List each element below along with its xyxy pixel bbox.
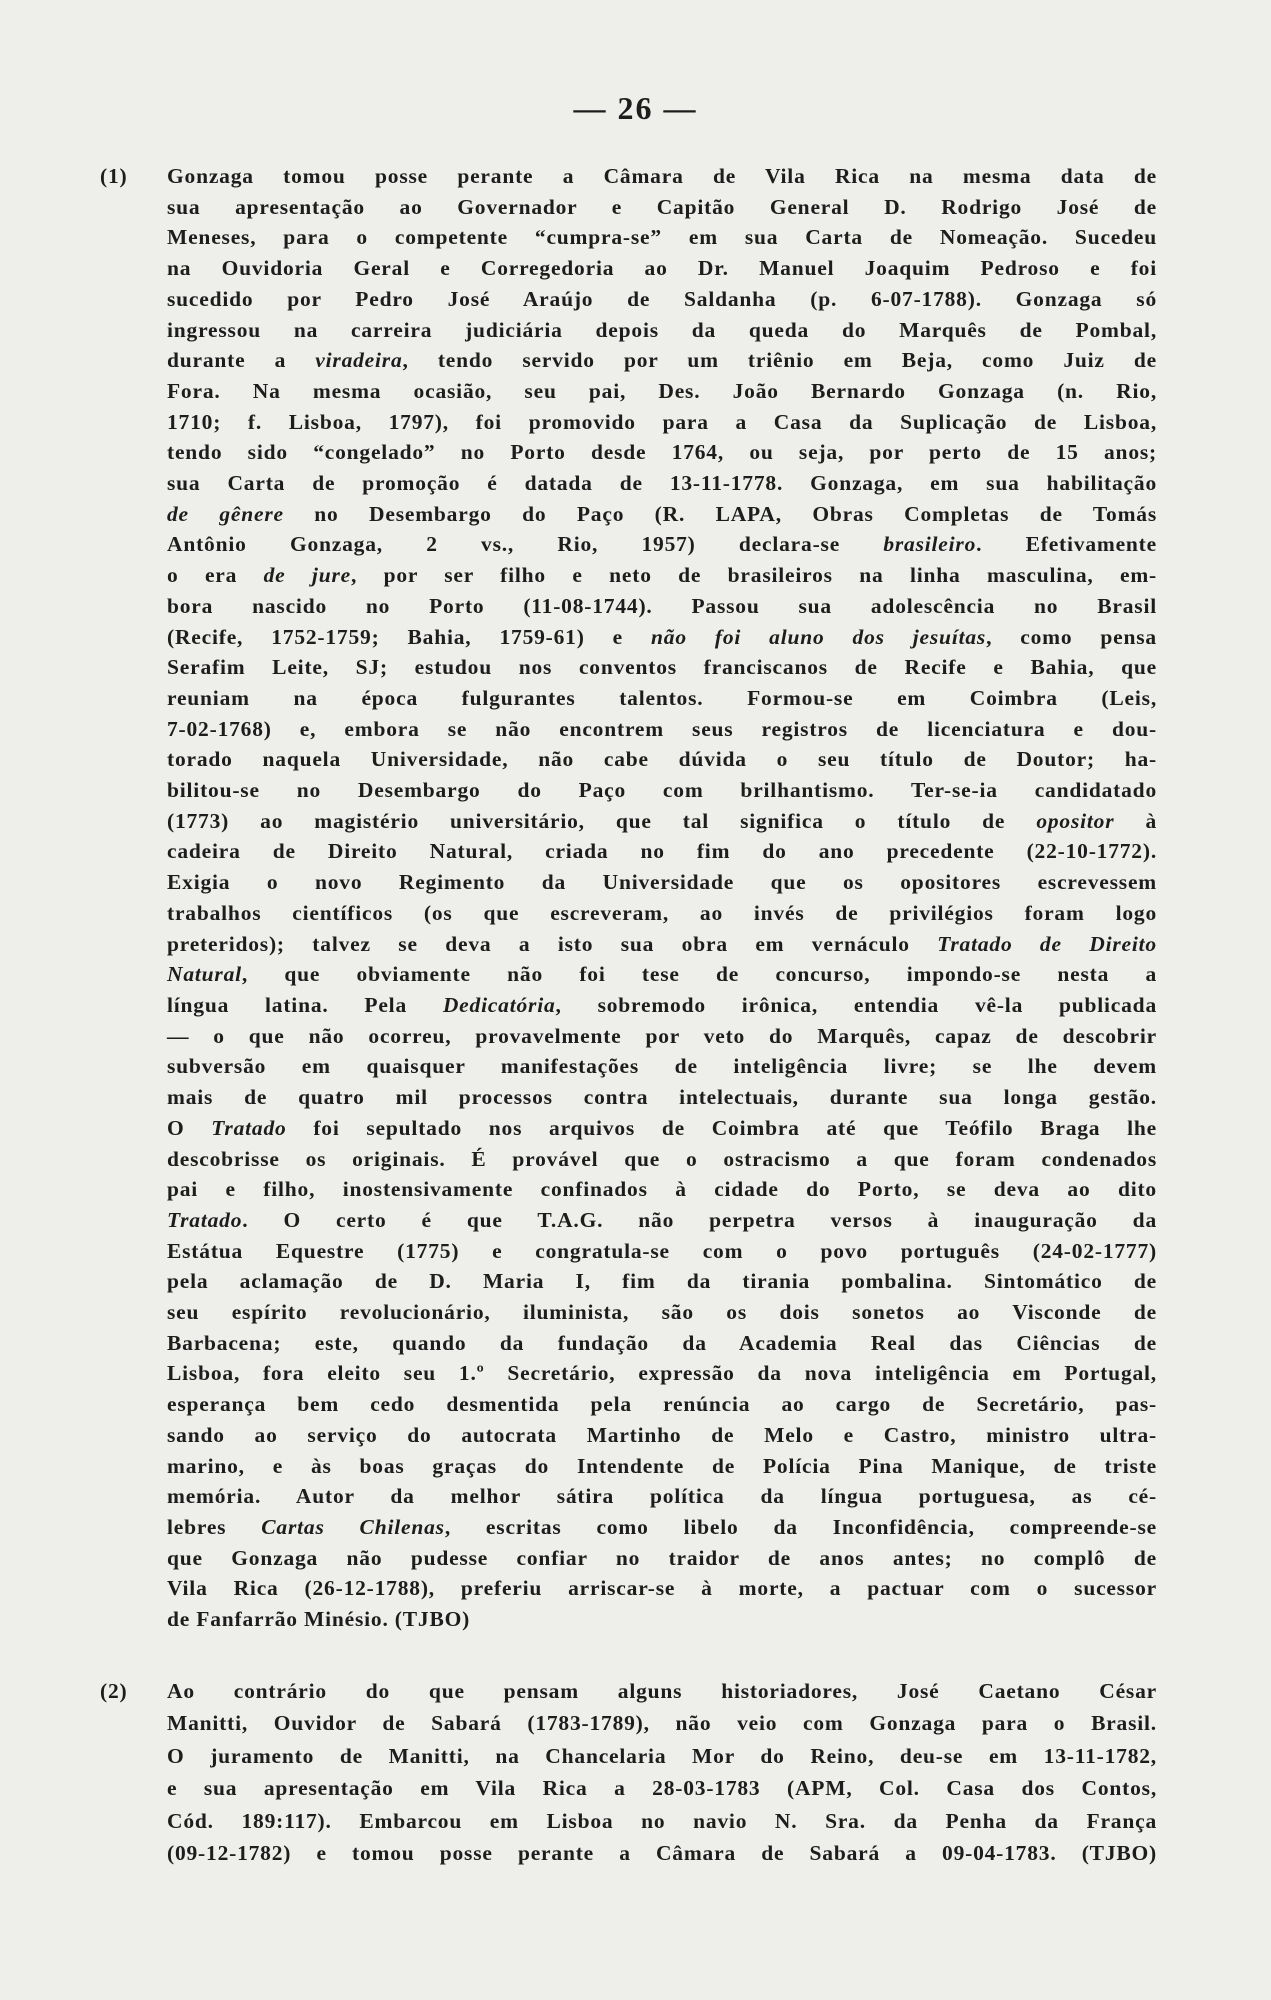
text-run: marino, e às boas graças do Intendente de Polícia Pina Manique, de triste xyxy=(167,1453,1157,1478)
italic-text-run: Dedicatória xyxy=(442,992,556,1017)
text-line xyxy=(167,407,1157,438)
text-run: seu espírito revolucionário, iluminista, são os dois sonetos ao Visconde de xyxy=(167,1300,1157,1325)
text-line xyxy=(167,1358,1157,1389)
text-line xyxy=(167,622,1157,653)
text-line xyxy=(167,1021,1157,1052)
text-line xyxy=(167,990,1157,1021)
text-line xyxy=(167,652,1157,683)
text-line xyxy=(167,1707,1157,1739)
text-run: Manitti, Ouvidor de Sabará (1783-1789), não veio com Gonzaga para o Brasil. xyxy=(167,1711,1157,1736)
italic-text-run: de jure xyxy=(263,563,351,588)
text-run: subversão em quaisquer manifestações de inteligência livre; se lhe devem xyxy=(167,1054,1157,1079)
text-run: O juramento de Manitti, na Chancelaria Mor do Reino, deu-se em 13-11-1782, xyxy=(167,1743,1157,1768)
text-line xyxy=(167,929,1157,960)
text-run: Lisboa, fora eleito seu 1.º Secretário, expressão da nova inteligência em Portugal, xyxy=(167,1361,1157,1386)
text-run: (Recife, 1752-1759; Bahia, 1759-61) e xyxy=(167,624,652,649)
text-run: sando ao serviço do autocrata Martinho de Melo e Castro, ministro ultra- xyxy=(167,1422,1157,1447)
text-run: pela aclamação de D. Maria I, fim da tirania pombalina. Sintomático de xyxy=(167,1269,1157,1294)
text-line xyxy=(167,284,1157,315)
italic-text-run: Natural xyxy=(167,962,242,987)
text-line xyxy=(167,867,1157,898)
text-line xyxy=(167,315,1157,346)
text-run: Ao contrário do que pensam alguns historiadores, José Caetano César xyxy=(167,1679,1157,1703)
text-line xyxy=(167,1772,1157,1804)
text-line xyxy=(167,1573,1157,1604)
text-line xyxy=(167,1297,1157,1328)
text-run: 1710; f. Lisboa, 1797), foi promovido para a Casa da Suplicação de Lisboa, xyxy=(167,409,1157,434)
text-run: no Desembargo do Paço (R. LAPA, Obras Completas de Tomás xyxy=(283,501,1157,526)
text-run: à xyxy=(1114,808,1157,833)
text-run: língua latina. Pela xyxy=(167,992,443,1017)
text-run: (1773) ao magistério universitário, que tal significa o título de xyxy=(167,808,1037,833)
text-run: durante a xyxy=(167,348,316,373)
text-run: cadeira de Direito Natural, criada no fim do ano precedente (22-10-1772). xyxy=(167,839,1157,864)
text-line xyxy=(167,1113,1157,1144)
italic-text-run: Tratado xyxy=(211,1115,287,1140)
text-line xyxy=(167,1328,1157,1359)
text-line xyxy=(167,806,1157,837)
italic-text-run: opositor xyxy=(1036,808,1115,833)
italic-text-run: de gênere xyxy=(167,501,284,526)
text-line xyxy=(167,1389,1157,1420)
text-line xyxy=(167,437,1157,468)
text-line xyxy=(167,714,1157,745)
text-run: memória. Autor da melhor sátira política da língua portuguesa, as cé- xyxy=(167,1484,1157,1509)
text-run: pai e filho, inostensivamente confinados à cidade do Porto, se deva ao dito xyxy=(167,1177,1157,1202)
text-line xyxy=(167,468,1157,499)
text-run: 7-02-1768) e, embora se não encontrem seus registros de licenciatura e dou- xyxy=(167,716,1157,741)
text-run: , como pensa xyxy=(986,624,1157,649)
text-run: na Ouvidoria Geral e Corregedoria ao Dr. Manuel Joaquim Pedroso e foi xyxy=(167,256,1157,281)
text-line xyxy=(167,499,1157,530)
text-line xyxy=(167,1512,1157,1543)
text-run: , por ser filho e neto de brasileiros na linha masculina, em- xyxy=(350,563,1157,588)
text-line xyxy=(167,1451,1157,1482)
text-run: de Fanfarrão Minésio. (TJBO) xyxy=(167,1607,471,1632)
text-line xyxy=(167,1740,1157,1772)
text-line xyxy=(167,1236,1157,1267)
text-run: o era xyxy=(167,563,264,588)
text-line xyxy=(167,683,1157,714)
text-run: ingressou na carreira judiciária depois da queda do Marquês de Pombal, xyxy=(167,317,1157,342)
text-run: descobrisse os originais. É provável que o ostracismo a que foram condenados xyxy=(167,1146,1157,1171)
text-run: Vila Rica (26-12-1788), preferiu arriscar-se à morte, a pactuar com o sucessor xyxy=(167,1576,1157,1601)
text-line xyxy=(167,560,1157,591)
text-run: preteridos); talvez se deva a isto sua obra em vernáculo xyxy=(167,931,938,956)
page-number: — 26 — xyxy=(573,90,698,126)
text-line xyxy=(167,1481,1157,1512)
text-line xyxy=(167,345,1157,376)
text-line xyxy=(167,222,1157,253)
text-run: mais de quatro mil processos contra intelectuais, durante sua longa gestão. xyxy=(167,1085,1157,1110)
text-run: sucedido por Pedro José Araújo de Saldanha (p. 6-07-1788). Gonzaga só xyxy=(167,286,1157,311)
text-run: Serafim Leite, SJ; estudou nos conventos franciscanos de Recife e Bahia, que xyxy=(167,655,1157,680)
text-line xyxy=(167,1082,1157,1113)
text-run: Barbacena; este, quando da fundação da Academia Real das Ciências de xyxy=(167,1330,1157,1355)
text-run: que Gonzaga não pudesse confiar no traidor de anos antes; no complô de xyxy=(167,1545,1157,1570)
text-line xyxy=(167,1837,1157,1869)
text-line xyxy=(167,1543,1157,1574)
footnote-body xyxy=(167,161,1157,1635)
text-run: Gonzaga tomou posse perante a Câmara de Vila Rica na mesma data de xyxy=(167,164,1157,188)
text-run: torado naquela Universidade, não cabe dúvida o seu título de Doutor; ha- xyxy=(167,747,1157,772)
text-run: foi sepultado nos arquivos de Coimbra até que Teófilo Braga lhe xyxy=(286,1115,1157,1140)
text-run: tendo sido “congelado” no Porto desde 1764, ou seja, por perto de 15 anos; xyxy=(167,440,1157,465)
text-run: , escritas como libelo da Inconfidência, compreende-se xyxy=(444,1514,1157,1539)
text-line xyxy=(167,1144,1157,1175)
text-run: lebres xyxy=(167,1514,262,1539)
text-run: sua apresentação ao Governador e Capitão General D. Rodrigo José de xyxy=(167,194,1157,219)
text-run: , sobremodo irônica, entendia vê-la publicada xyxy=(555,992,1157,1017)
text-run: e sua apresentação em Vila Rica a 28-03-1783 (APM, Col. Casa dos Contos, xyxy=(167,1776,1157,1801)
text-line xyxy=(167,744,1157,775)
text-run: trabalhos científicos (os que escreveram, ao invés de privilégios foram logo xyxy=(167,900,1157,925)
footnote-marker: (1) xyxy=(100,164,128,188)
text-line xyxy=(167,1805,1157,1837)
text-run: , que obviamente não foi tese de concurso, impondo-se nesta a xyxy=(241,962,1157,987)
italic-text-run: viradeira xyxy=(315,348,403,373)
text-run: . Efetivamente xyxy=(976,532,1157,557)
text-line xyxy=(167,775,1157,806)
italic-text-run: brasileiro xyxy=(883,532,977,557)
italic-text-run: Tratado xyxy=(167,1207,243,1232)
text-line xyxy=(167,1205,1157,1236)
text-run: reuniam na época fulgurantes talentos. Formou-se em Coimbra (Leis, xyxy=(167,685,1157,710)
text-line xyxy=(167,253,1157,284)
italic-text-run: não foi aluno dos jesuítas xyxy=(651,624,987,649)
text-run: (09-12-1782) e tomou posse perante a Câmara de Sabará a 09-04-1783. (TJBO) xyxy=(167,1841,1157,1866)
text-line xyxy=(167,1266,1157,1297)
text-line xyxy=(167,161,1157,192)
text-line xyxy=(167,591,1157,622)
text-run: — o que não ocorreu, provavelmente por veto do Marquês, capaz de descobrir xyxy=(167,1023,1157,1048)
text-line xyxy=(167,1174,1157,1205)
text-line xyxy=(167,1675,1157,1707)
text-run: . O certo é que T.A.G. não perpetra versos à inauguração da xyxy=(242,1207,1157,1232)
text-run: Cód. 189:117). Embarcou em Lisboa no navio N. Sra. da Penha da França xyxy=(167,1808,1157,1833)
text-run: Exigia o novo Regimento da Universidade que os opositores escrevessem xyxy=(167,870,1157,895)
text-run: Fora. Na mesma ocasião, seu pai, Des. João Bernardo Gonzaga (n. Rio, xyxy=(167,378,1157,403)
text-run: Meneses, para o competente “cumpra-se” em sua Carta de Nomeação. Sucedeu xyxy=(167,225,1157,250)
text-run: bora nascido no Porto (11-08-1744). Passou sua adolescência no Brasil xyxy=(167,593,1157,618)
text-line xyxy=(167,1051,1157,1082)
text-line xyxy=(167,1604,1157,1635)
text-run: , tendo servido por um triênio em Beja, como Juiz de xyxy=(402,348,1157,373)
footnote-marker: (2) xyxy=(100,1679,128,1703)
text-run: sua Carta de promoção é datada de 13-11-1778. Gonzaga, em sua habilitação xyxy=(167,471,1157,496)
text-run: bilitou-se no Desembargo do Paço com brilhantismo. Ter-se-ia candidatado xyxy=(167,778,1157,803)
italic-text-run: Cartas Chilenas xyxy=(261,1514,445,1539)
text-line xyxy=(167,192,1157,223)
text-run: Estátua Equestre (1775) e congratula-se com o povo português (24-02-1777) xyxy=(167,1238,1157,1263)
text-line xyxy=(167,1420,1157,1451)
text-line xyxy=(167,898,1157,929)
text-line xyxy=(167,959,1157,990)
text-run: esperança bem cedo desmentida pela renúncia ao cargo de Secretário, pas- xyxy=(167,1392,1157,1417)
text-run: Antônio Gonzaga, 2 vs., Rio, 1957) declara-se xyxy=(167,532,884,557)
text-line xyxy=(167,836,1157,867)
footnote-body xyxy=(167,1675,1157,1869)
text-line xyxy=(167,376,1157,407)
text-run: O xyxy=(167,1115,212,1140)
italic-text-run: Tratado de Direito xyxy=(937,931,1157,956)
text-line xyxy=(167,529,1157,560)
